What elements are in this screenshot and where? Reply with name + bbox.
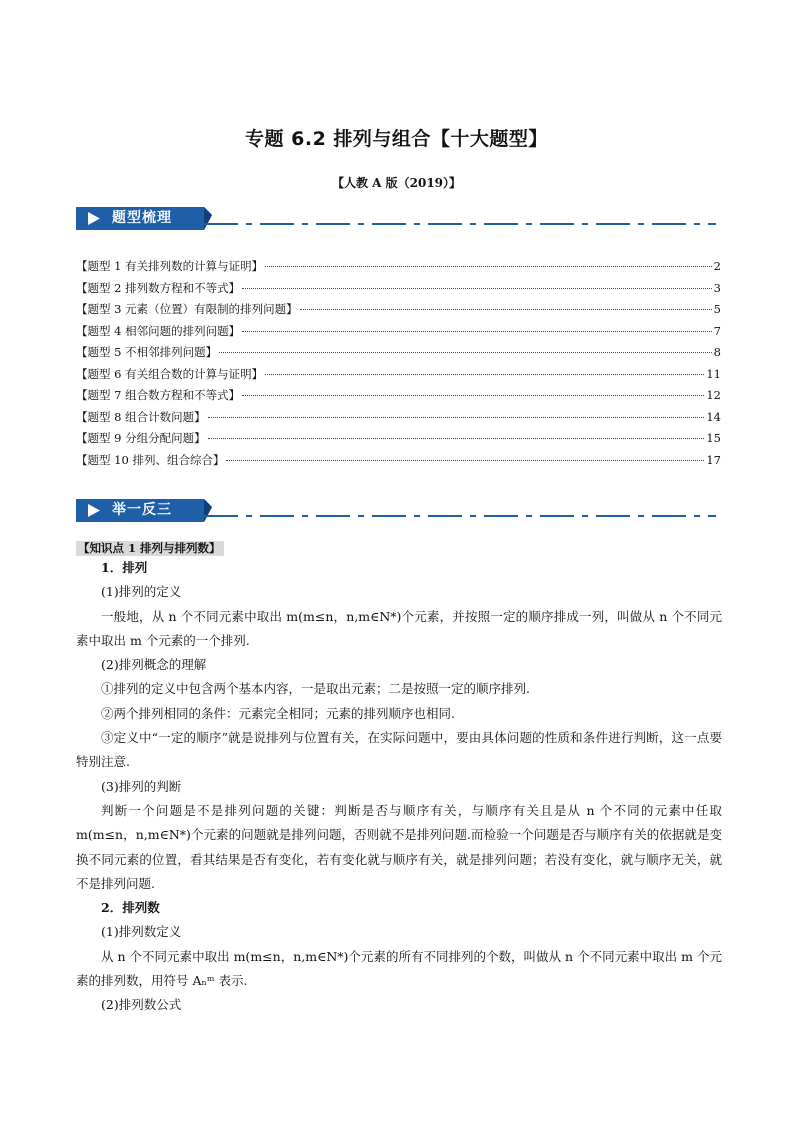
toc-item-page: 8 (713, 345, 721, 359)
toc-item-title: 【题型 5 不相邻排列问题】 (76, 345, 218, 359)
subsection-heading: (3)排列的判断 (101, 778, 182, 794)
section-banner-practice (76, 495, 716, 525)
edition-subtitle: 【人教 A 版（2019）】 (331, 176, 462, 190)
toc-leader (242, 288, 712, 289)
toc-item-page: 15 (706, 431, 721, 445)
banner-shape (76, 495, 716, 525)
paragraph: 判断一个问题是不是排列问题的关键：判断是否与顺序有关，与顺序有关且是从 n 个不同的元素中任取 m(m≤n，n,m∈N*)个元素的问题就是排列问题，否则就不是排列问题.而检验一个问题是否与顺序有关的依据就是变换不同元素的位置，看其结果是否有变化，若有变化就与顺序有关，就是排列问题；若没有变化，就与顺序无关，就不是排列问题. (76, 802, 722, 891)
section-heading: 2．排列数 (101, 900, 160, 916)
toc-leader (265, 266, 712, 267)
paragraph: ①排列的定义中包含两个基本内容，一是取出元素；二是按照一定的顺序排列. (101, 681, 530, 697)
toc-item-title: 【题型 10 排列、组合综合】 (76, 452, 225, 467)
section-heading: 1．排列 (101, 560, 148, 575)
toc-leader (208, 438, 705, 439)
toc-item-page: 12 (706, 388, 721, 402)
toc-item-title: 【题型 6 有关组合数的计算与证明】 (76, 366, 264, 381)
toc-item[interactable] (76, 301, 721, 323)
toc-item[interactable] (76, 452, 721, 474)
table-of-contents (76, 258, 721, 473)
toc-item-page: 14 (706, 409, 721, 424)
toc-leader (226, 460, 704, 461)
toc-item-page: 3 (713, 280, 721, 295)
toc-item[interactable] (76, 430, 721, 452)
toc-item-title: 【题型 2 排列数方程和不等式】 (76, 280, 241, 295)
banner-label-toc: 题型梳理 (112, 210, 172, 226)
banner-shape (76, 203, 716, 233)
toc-item-page: 2 (713, 259, 721, 273)
toc-item-page: 17 (706, 452, 721, 467)
toc-item[interactable] (76, 366, 721, 388)
toc-item[interactable] (76, 258, 721, 280)
toc-leader (265, 374, 704, 375)
toc-item[interactable] (76, 280, 721, 302)
toc-leader (242, 395, 704, 396)
toc-item-title: 【题型 8 组合计数问题】 (76, 409, 206, 424)
subsection-heading: (1)排列的定义 (101, 584, 182, 600)
toc-item-page: 7 (713, 323, 721, 338)
section-banner-toc (76, 203, 716, 233)
paragraph: 一般地，从 n 个不同元素中取出 m(m≤n，n,m∈N*)个元素，并按照一定的顺序排成一列，叫做从 n 个不同元素中取出 m 个元素的一个排列. (76, 608, 722, 648)
toc-leader (242, 331, 712, 332)
knowledge-body (76, 556, 722, 1018)
toc-item-title: 【题型 7 组合数方程和不等式】 (76, 388, 241, 402)
toc-item[interactable] (76, 387, 721, 409)
paragraph: 从 n 个不同元素中取出 m(m≤n，n,m∈N*)个元素的所有不同排列的个数，叫做从 n 个不同元素中取出 m 个元素的排列数，用符号 Aₙᵐ 表示. (76, 948, 722, 989)
knowledge-point-tag: 【知识点 1 排列与排列数】 (76, 541, 224, 556)
toc-item[interactable] (76, 344, 721, 366)
toc-leader (300, 309, 712, 310)
toc-leader (219, 352, 712, 353)
paragraph: ②两个排列相同的条件：元素完全相同；元素的排列顺序也相同. (101, 705, 455, 721)
toc-item[interactable] (76, 323, 721, 345)
toc-item-page: 5 (713, 302, 721, 316)
page-title: 专题 6.2 排列与组合【十大题型】 (245, 128, 548, 150)
toc-item[interactable] (76, 409, 721, 431)
toc-item-title: 【题型 1 有关排列数的计算与证明】 (76, 259, 264, 273)
toc-item-title: 【题型 3 元素（位置）有限制的排列问题】 (76, 302, 298, 316)
toc-item-title: 【题型 9 分组分配问题】 (76, 431, 206, 445)
subsection-heading: (2)排列数公式 (101, 997, 182, 1013)
toc-leader (208, 417, 705, 418)
toc-item-page: 11 (706, 366, 721, 381)
toc-item-title: 【题型 4 相邻问题的排列问题】 (76, 323, 241, 338)
subsection-heading: (1)排列数定义 (101, 924, 182, 940)
banner-label-practice: 举一反三 (112, 502, 172, 518)
paragraph: ③定义中“一定的顺序”就是说排列与位置有关，在实际问题中，要由具体问题的性质和条件进行判断，这一点要特别注意. (76, 730, 722, 770)
subsection-heading: (2)排列概念的理解 (101, 657, 207, 673)
